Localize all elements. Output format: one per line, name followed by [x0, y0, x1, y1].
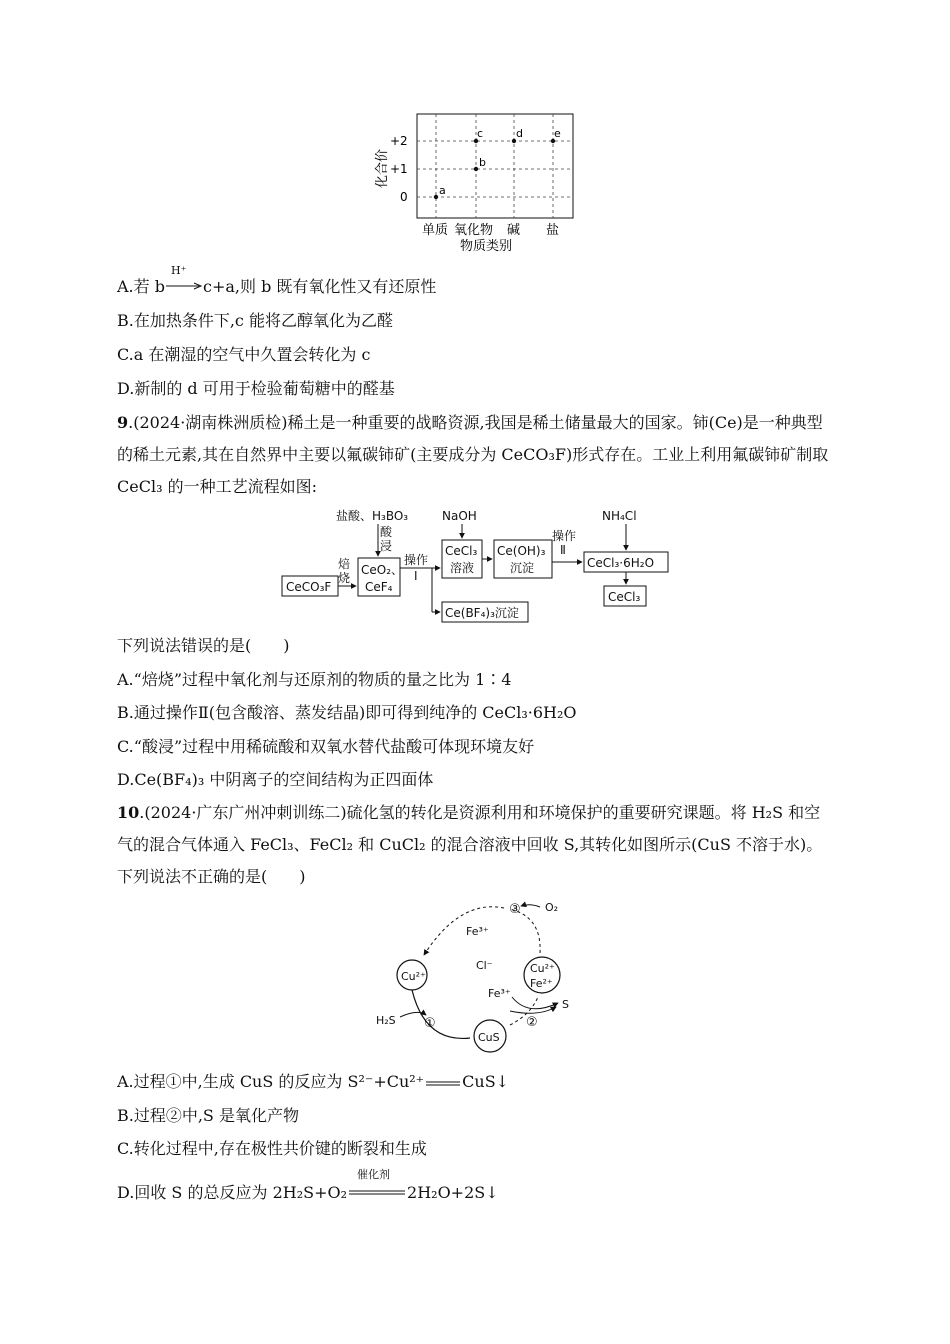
box-mix: CeO₂、 [361, 563, 404, 577]
point-a [434, 195, 438, 199]
reagent-nh4cl: NH₄Cl [602, 509, 637, 523]
op-1: 操作 [404, 553, 429, 567]
cu-fe-label: Fe²⁺ [530, 977, 553, 990]
box-cecl3-solution: 溶液 [450, 561, 475, 575]
q10-stem: 10.(2024·广东广州冲刺训练二)硫化氢的转化是资源利用和环境保护的重要研究课题。将 H₂S 和空气的混合气体通入 FeCl₃、FeCl₂ 和 CuCl₂ 的混合溶液中回收 S,其转化如图所示(CuS 不溶于水)。下列说法不正确的是( ) [117, 803, 823, 886]
step-roast: 焙 [338, 557, 351, 571]
reaction-arrow: H⁺ [165, 277, 203, 297]
step-leach: 酸 [380, 525, 393, 539]
q8-option-b: B.在加热条件下,c 能将乙醇氧化为乙醛 [117, 311, 393, 330]
point-b [474, 167, 478, 171]
point-label: a [439, 184, 446, 197]
q10-option-b: B.过程②中,S 是氧化产物 [117, 1106, 299, 1125]
fe3-label: Fe³⁺ [466, 925, 489, 938]
chloride-label: Cl⁻ [476, 959, 493, 972]
box-cecl3-solution: CeCl₃ [445, 544, 478, 558]
y-tick-label: +2 [390, 134, 408, 148]
step-1: ① [424, 1016, 436, 1031]
q9-ask: 下列说法错误的是( ) [117, 636, 290, 655]
q8-option-c: C.a 在潮湿的空气中久置会转化为 c [117, 345, 371, 364]
h2s-conversion-cycle [370, 893, 590, 1061]
s-label: S [562, 998, 569, 1011]
y-tick-label: 0 [400, 190, 408, 204]
reagent-acid: 盐酸、H₃BO₃ [336, 509, 409, 523]
box-mix: CeF₄ [365, 580, 393, 594]
box-ore: CeCO₃F [286, 580, 332, 594]
cus-label: CuS [478, 1031, 500, 1044]
q10-option-a: A.过程①中,生成 CuS 的反应为 S²⁻+Cu²⁺ CuS↓ [117, 1072, 510, 1091]
point-label: c [477, 127, 484, 140]
step-3: ③ [509, 902, 521, 917]
point-label: e [554, 127, 561, 140]
x-category-label: 碱 [507, 223, 521, 238]
box-hydrate: CeCl₃·6H₂O [587, 556, 655, 570]
point-label: b [479, 156, 486, 169]
o2-label: O₂ [545, 901, 559, 914]
q9-option-c: C.“酸浸”过程中用稀硫酸和双氧水替代盐酸可体现环境友好 [117, 737, 535, 756]
step-roast: 烧 [338, 571, 351, 585]
q10-option-d: D.回收 S 的总反应为 2H₂S+O₂ 催化剂 2H₂O+2S↓ [117, 1168, 499, 1202]
box-anhydrous: CeCl₃ [608, 590, 641, 604]
box-ceoh3: Ce(OH)₃ [497, 544, 546, 558]
x-category-label: 盐 [546, 223, 560, 238]
x-axis-label: 物质类别 [460, 239, 513, 254]
catalyst-equals: 催化剂 [357, 1168, 391, 1181]
q8-option-d: D.新制的 d 可用于检验葡萄糖中的醛基 [117, 379, 395, 398]
x-category-label: 单质 [422, 223, 449, 238]
op-2: 操作 [552, 529, 577, 543]
q9-option-a: A.“焙烧”过程中氧化剂与还原剂的物质的量之比为 1∶4 [117, 670, 512, 689]
cu-fe-label: Cu²⁺ [530, 962, 555, 975]
fe3-label: Fe³⁺ [488, 987, 511, 1000]
cu2-label: Cu²⁺ [401, 970, 426, 983]
q10-option-c: C.转化过程中,存在极性共价键的断裂和生成 [117, 1139, 427, 1158]
q9-option-b: B.通过操作Ⅱ(包含酸溶、蒸发结晶)即可得到纯净的 CeCl₃·6H₂O [117, 703, 577, 722]
box-bf4: Ce(BF₄)₃沉淀 [445, 606, 519, 620]
op-1: Ⅰ [414, 569, 418, 583]
step-leach: 浸 [380, 539, 393, 553]
h2s-label: H₂S [376, 1014, 396, 1027]
point-label: d [516, 127, 523, 140]
process-flow-chart [278, 504, 708, 626]
box-ceoh3: 沉淀 [510, 561, 535, 575]
q9-stem: 9.(2024·湖南株洲质检)稀土是一种重要的战略资源,我国是稀土储量最大的国家。铈(Ce)是一种典型的稀土元素,其在自然界中主要以氟碳铈矿(主要成分为 CeCO₃F)形式存在。工业上利用氟碳铈矿制取 CeCl₃ 的一种工艺流程如图: [117, 413, 829, 496]
y-tick-label: +1 [390, 162, 408, 176]
equals-sign [424, 1072, 462, 1092]
q8-option-a: A.若 b H⁺ c+a,则 b 既有氧化性又有还原性 [117, 264, 437, 296]
op-2: Ⅱ [560, 543, 566, 557]
y-axis-label: 化合价 [375, 148, 390, 188]
valence-class-chart [360, 108, 590, 256]
q9-option-d: D.Ce(BF₄)₃ 中阴离子的空间结构为正四面体 [117, 770, 434, 789]
reagent-naoh: NaOH [442, 509, 477, 523]
step-2: ② [526, 1015, 538, 1030]
x-category-label: 氧化物 [454, 223, 494, 238]
